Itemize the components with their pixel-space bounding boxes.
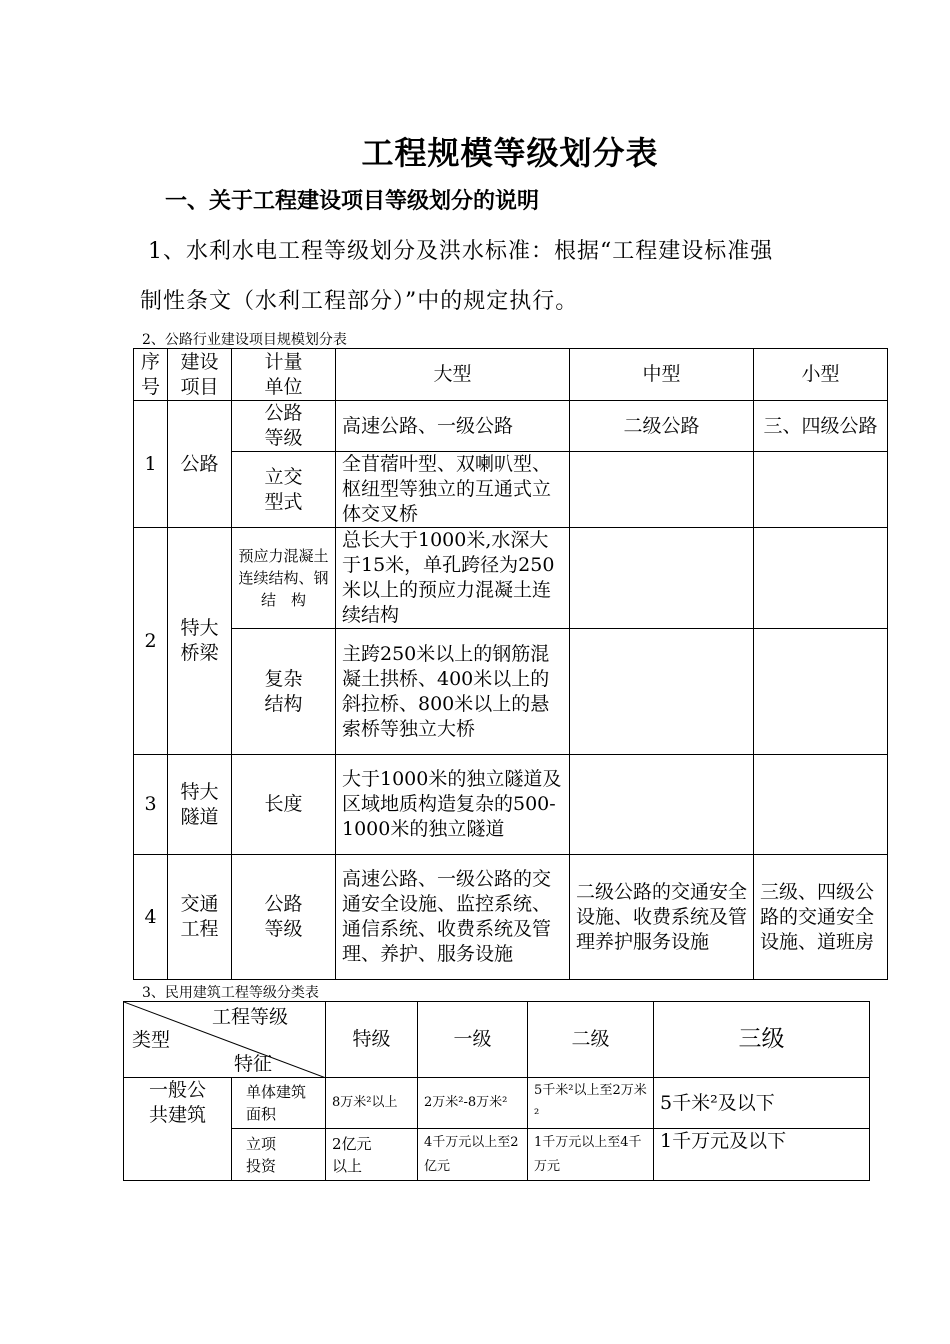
cell-second: 1千万元以上至4千万元 bbox=[528, 1129, 654, 1181]
diagonal-header-cell bbox=[124, 1002, 326, 1078]
cell-medium bbox=[570, 452, 754, 528]
cell-small bbox=[754, 528, 888, 629]
cell-special: 2亿元以上 bbox=[326, 1129, 418, 1181]
cell-no: 3 bbox=[134, 755, 168, 855]
cell-item: 公路 bbox=[168, 401, 232, 528]
header-second: 二级 bbox=[528, 1002, 654, 1078]
cell-large: 高速公路、一级公路的交通安全设施、监控系统、通信系统、收费系统及管理、养护、服务设施 bbox=[336, 855, 570, 980]
table-row bbox=[134, 528, 888, 629]
cell-special: 8万米²以上 bbox=[326, 1078, 418, 1129]
cell-second: 5千米²以上至2万米² bbox=[528, 1078, 654, 1129]
cell-small bbox=[754, 755, 888, 855]
header-item: 建设项目 bbox=[168, 349, 232, 401]
table-row bbox=[134, 452, 888, 528]
highway-scale-table bbox=[133, 348, 888, 980]
header-no: 序号 bbox=[134, 349, 168, 401]
cell-no: 4 bbox=[134, 855, 168, 980]
page-title: 工程规模等级划分表 bbox=[361, 134, 659, 172]
cell-small: 三、四级公路 bbox=[754, 401, 888, 452]
cell-feature: 单体建筑面积 bbox=[232, 1078, 326, 1129]
header-first: 一级 bbox=[418, 1002, 528, 1078]
cell-third: 5千米²及以下 bbox=[654, 1078, 870, 1129]
header-third: 三级 bbox=[654, 1002, 870, 1078]
diag-left-label: 类型 bbox=[132, 1029, 171, 1051]
paragraph-line-1: 1、水利水电工程等级划分及洪水标准：根据“工程建设标准强 bbox=[148, 239, 774, 264]
cell-medium: 二级公路 bbox=[570, 401, 754, 452]
cell-no: 1 bbox=[134, 401, 168, 528]
header-medium: 中型 bbox=[570, 349, 754, 401]
cell-feature: 立项投资 bbox=[232, 1129, 326, 1181]
table-row bbox=[134, 755, 888, 855]
cell-medium bbox=[570, 755, 754, 855]
table-row bbox=[134, 401, 888, 452]
cell-medium bbox=[570, 528, 754, 629]
cell-first: 2万米²-8万米² bbox=[418, 1078, 528, 1129]
cell-item: 特大桥梁 bbox=[168, 528, 232, 755]
cell-unit: 长度 bbox=[232, 755, 336, 855]
diag-bottom-label: 特征 bbox=[234, 1053, 273, 1075]
section-heading: 一、关于工程建设项目等级划分的说明 bbox=[165, 189, 540, 214]
header-small: 小型 bbox=[754, 349, 888, 401]
cell-unit: 预应力混凝土连续结构、钢结 构 bbox=[232, 528, 336, 629]
cell-unit: 公路等级 bbox=[232, 401, 336, 452]
table-header-row bbox=[124, 1002, 870, 1078]
cell-large: 总长大于1000米,水深大于15米，单孔跨径为250米以上的预应力混凝土连续结构 bbox=[336, 528, 570, 629]
cell-type: 一般公共建筑 bbox=[124, 1078, 232, 1181]
cell-medium bbox=[570, 629, 754, 755]
cell-item: 特大隧道 bbox=[168, 755, 232, 855]
cell-small: 三级、四级公路的交通安全设施、道班房 bbox=[754, 855, 888, 980]
cell-item: 交通工程 bbox=[168, 855, 232, 980]
cell-large: 全苜蓿叶型、双喇叭型、枢纽型等独立的互通式立体交叉桥 bbox=[336, 452, 570, 528]
table-row bbox=[124, 1078, 870, 1129]
cell-small bbox=[754, 629, 888, 755]
cell-large: 大于1000米的独立隧道及区域地质构造复杂的500-1000米的独立隧道 bbox=[336, 755, 570, 855]
table3-caption: 3、民用建筑工程等级分类表 bbox=[142, 985, 319, 1001]
cell-medium: 二级公路的交通安全设施、收费系统及管理养护服务设施 bbox=[570, 855, 754, 980]
cell-first: 4千万元以上至2亿元 bbox=[418, 1129, 528, 1181]
civil-building-grade-table bbox=[123, 1001, 870, 1181]
header-large: 大型 bbox=[336, 349, 570, 401]
cell-no: 2 bbox=[134, 528, 168, 755]
cell-third: 1千万元及以下 bbox=[654, 1129, 870, 1181]
cell-unit: 公路等级 bbox=[232, 855, 336, 980]
cell-large: 主跨250米以上的钢筋混凝土拱桥、400米以上的斜拉桥、800米以上的悬索桥等独立大桥 bbox=[336, 629, 570, 755]
table-row bbox=[134, 629, 888, 755]
cell-small bbox=[754, 452, 888, 528]
cell-large: 高速公路、一级公路 bbox=[336, 401, 570, 452]
table-header-row bbox=[134, 349, 888, 401]
header-special: 特级 bbox=[326, 1002, 418, 1078]
table2-caption: 2、公路行业建设项目规模划分表 bbox=[142, 332, 347, 348]
table-row bbox=[124, 1129, 870, 1181]
table-row bbox=[134, 855, 888, 980]
cell-unit: 立交型式 bbox=[232, 452, 336, 528]
cell-unit: 复杂结构 bbox=[232, 629, 336, 755]
diag-top-label: 工程等级 bbox=[212, 1006, 289, 1028]
header-unit: 计量单位 bbox=[232, 349, 336, 401]
paragraph-line-2: 制性条文（水利工程部分）”中的规定执行。 bbox=[140, 289, 579, 314]
